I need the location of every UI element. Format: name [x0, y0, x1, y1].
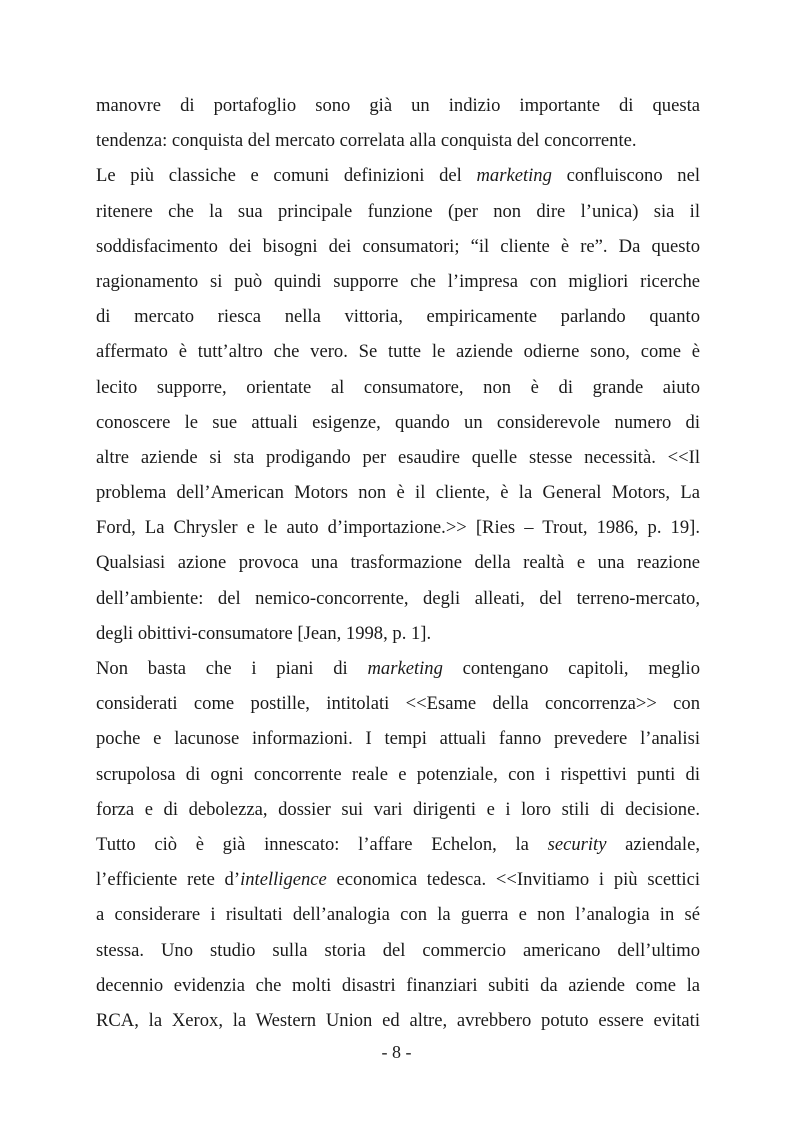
text-run: degli obittivi-consumatore [Jean, 1998, p. 1].: [96, 622, 432, 644]
text-run: RCA, la Xerox, la Western Union ed altre, avrebbero potuto essere evitati: [96, 1009, 700, 1031]
text-line: [96, 510, 700, 545]
text-line: [96, 405, 700, 440]
text-run: di mercato riesca nella vittoria, empiricamente parlando quanto: [96, 306, 700, 328]
text-run: altre aziende si sta prodigando per esaudire quelle stesse necessità. <<Il: [96, 446, 700, 468]
text-run: ritenere che la sua principale funzione (per non dire l’unica) sia il: [96, 200, 700, 222]
text-line: [96, 229, 700, 264]
text-run: poche e lacunose informazioni. I tempi attuali fanno prevedere l’analisi: [96, 728, 700, 750]
document-body: [96, 88, 700, 1038]
text-run: ragionamento si può quindi supporre che l’impresa con migliori ricerche: [96, 270, 700, 292]
italic-term: security: [547, 833, 607, 855]
italic-term: marketing: [476, 165, 552, 187]
text-line: [96, 581, 700, 616]
text-line: [96, 545, 700, 580]
text-run: Qualsiasi azione provoca una trasformazione della realtà e una reazione: [96, 552, 700, 574]
text-line: [96, 264, 700, 299]
text-run: conoscere le sue attuali esigenze, quando un considerevole numero di: [96, 411, 700, 433]
text-line: [96, 651, 700, 686]
text-line: [96, 88, 700, 123]
italic-term: marketing: [367, 658, 443, 679]
text-run: dell’ambiente: del nemico-concorrente, degli alleati, del terreno-mercato,: [96, 587, 700, 609]
text-run: a considerare i risultati dell’analogia con la guerra e non l’analogia in sé: [96, 904, 700, 926]
text-run: economica tedesca. <<Invitiamo i più scettici: [326, 869, 700, 891]
text-line: [96, 862, 700, 897]
text-line: [96, 968, 700, 1003]
text-line: [96, 123, 700, 158]
text-run: Non basta che i piani di: [96, 658, 368, 679]
text-run: scrupolosa di ogni concorrente reale e potenziale, con i rispettivi punti di: [96, 763, 700, 785]
italic-term: intelligence: [240, 869, 327, 891]
text-run: manovre di portafoglio sono già un indizio importante di questa: [96, 95, 700, 116]
text-line: [96, 686, 700, 721]
text-line: [96, 827, 700, 862]
text-run: decennio evidenzia che molti disastri finanziari subiti da aziende come la: [96, 974, 700, 996]
text-line: [96, 158, 700, 193]
text-run: confluiscono nel: [551, 165, 700, 187]
text-run: Le più classiche e comuni definizioni del: [96, 165, 477, 187]
text-line: [96, 757, 700, 792]
text-run: considerati come postille, intitolati <<Esame della concorrenza>> con: [96, 693, 700, 715]
text-line: [96, 933, 700, 968]
text-line: [96, 721, 700, 756]
text-run: soddisfacimento dei bisogni dei consumatori; “il cliente è re”. Da questo: [96, 235, 700, 257]
text-run: stessa. Uno studio sulla storia del commercio americano dell’ultimo: [96, 939, 700, 961]
text-line: [96, 1003, 700, 1038]
text-line: [96, 440, 700, 475]
text-line: [96, 194, 700, 229]
text-line: [96, 475, 700, 510]
text-line: [96, 370, 700, 405]
text-line: [96, 299, 700, 334]
text-run: problema dell’American Motors non è il cliente, è la General Motors, La: [96, 482, 700, 504]
text-run: Ford, La Chrysler e le auto d’importazione.>> [Ries – Trout, 1986, p. 19].: [96, 517, 700, 539]
text-run: tendenza: conquista del mercato correlata alla conquista del concorrente.: [96, 130, 637, 152]
text-run: affermato è tutt’altro che vero. Se tutte le aziende odierne sono, come è: [96, 341, 700, 363]
text-run: aziendale,: [606, 833, 700, 855]
text-line: [96, 897, 700, 932]
text-run: lecito supporre, orientate al consumatore, non è di grande aiuto: [96, 376, 700, 398]
text-run: contengano capitoli, meglio: [442, 658, 700, 679]
text-run: forza e di debolezza, dossier sui vari dirigenti e i loro stili di decisione.: [96, 798, 700, 820]
page-number: - 8 -: [381, 1042, 412, 1062]
text-run: l’efficiente rete d’: [96, 869, 241, 891]
text-line: [96, 334, 700, 369]
text-run: Tutto ciò è già innescato: l’affare Echelon, la: [96, 833, 548, 855]
text-line: [96, 792, 700, 827]
text-line: [96, 616, 700, 651]
